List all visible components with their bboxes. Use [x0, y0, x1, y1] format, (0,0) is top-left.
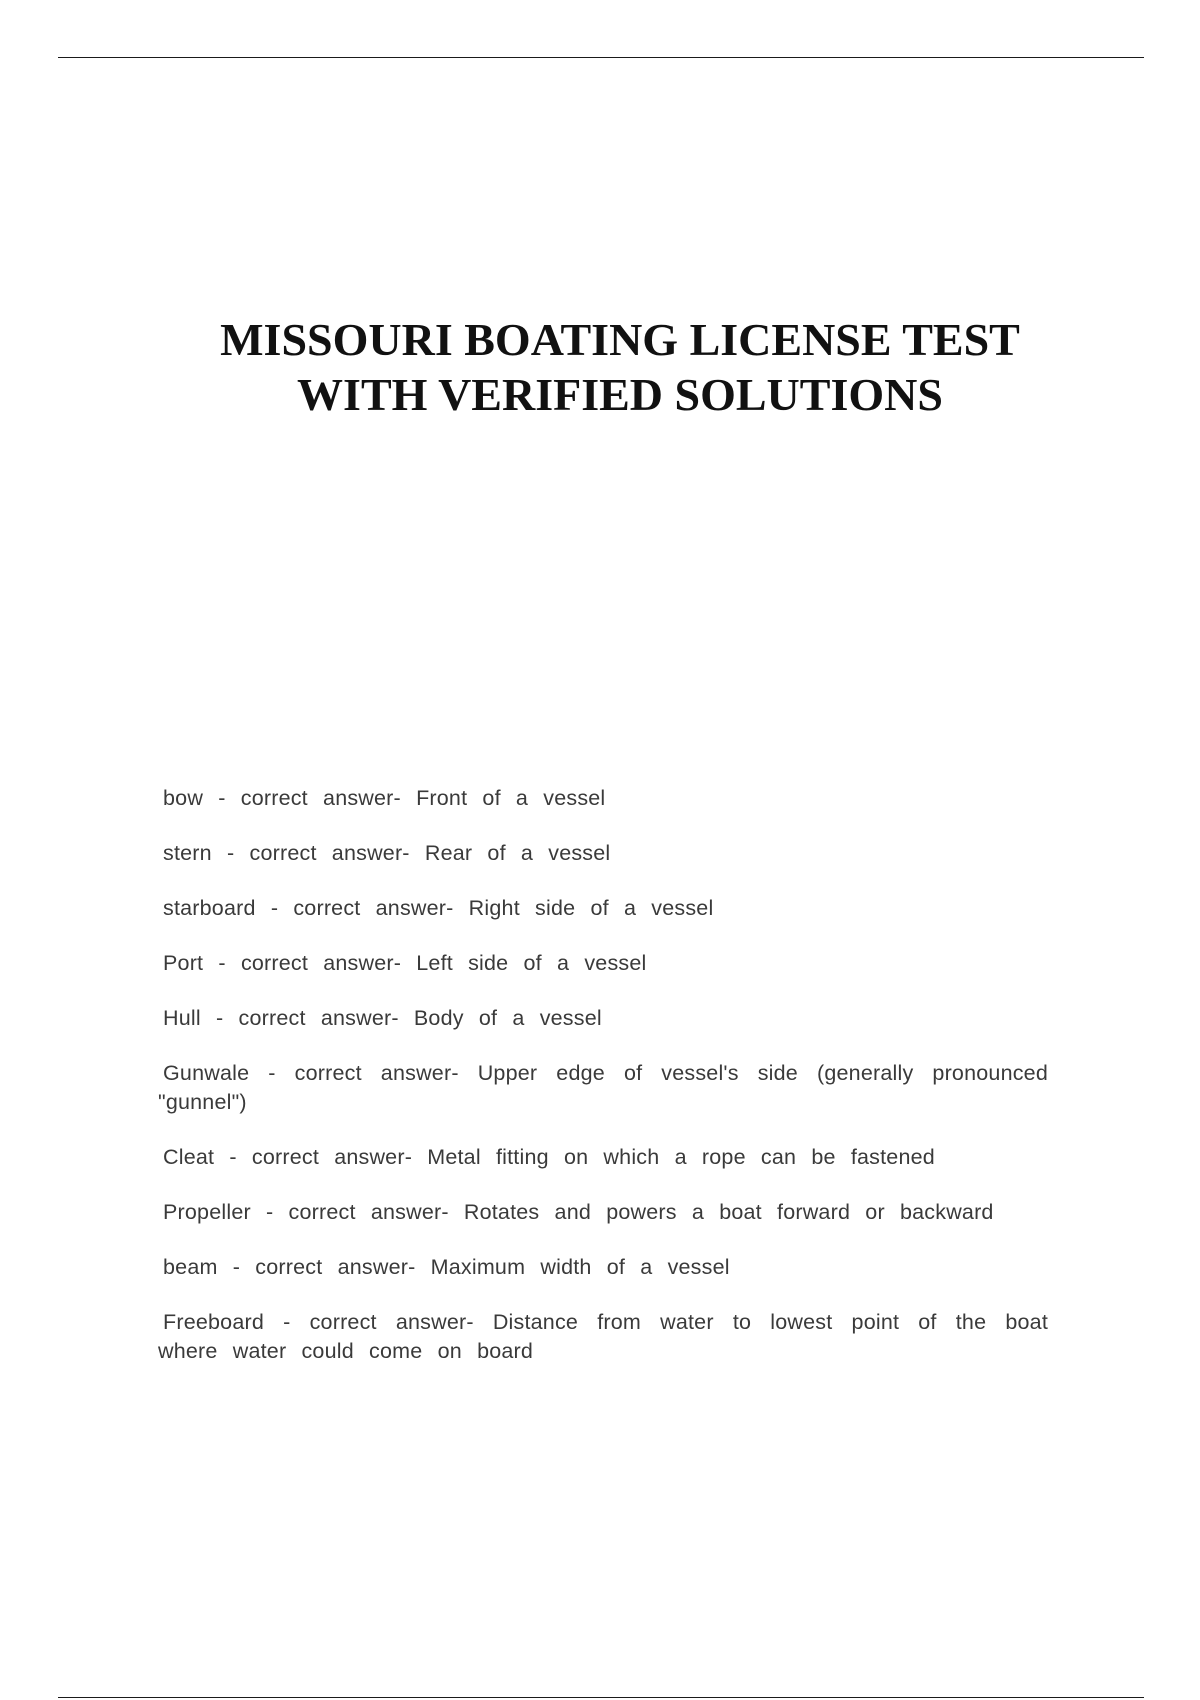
header-rule: [58, 57, 1144, 58]
document-title: [0, 312, 1200, 422]
qa-item-hull: [158, 1004, 1048, 1033]
qa-answer: Maximum width of a vessel: [430, 1255, 730, 1279]
qa-answer: Distance from water to lowest point of the boat where water could come on board: [158, 1310, 1048, 1363]
footer-rule: [58, 1697, 1144, 1698]
qa-item-starboard: [158, 894, 1048, 923]
qa-item-port: [158, 949, 1048, 978]
qa-answer: Rotates and powers a boat forward or backward: [463, 1200, 994, 1224]
qa-separator: - correct answer-: [200, 1006, 414, 1030]
title-line-2: WITH VERIFIED SOLUTIONS: [297, 369, 943, 420]
qa-term: Hull: [163, 1006, 201, 1030]
qa-item-stern: [158, 839, 1048, 868]
qa-separator: - correct answer-: [264, 1310, 493, 1334]
qa-item-bow: [158, 784, 1048, 813]
qa-answer: Upper edge of vessel's side (generally pronounced "gunnel"): [158, 1061, 1048, 1114]
qa-item-beam: [158, 1253, 1048, 1282]
qa-answer: Right side of a vessel: [468, 896, 714, 920]
qa-item-cleat: [158, 1143, 1048, 1172]
qa-separator: - correct answer-: [214, 1145, 428, 1169]
qa-answer: Rear of a vessel: [424, 841, 611, 865]
qa-answer: Left side of a vessel: [416, 951, 647, 975]
qa-separator: - correct answer-: [217, 1255, 431, 1279]
qa-term: bow: [163, 786, 204, 810]
qa-separator: - correct answer-: [211, 841, 425, 865]
qa-term: starboard: [163, 896, 256, 920]
qa-list: [158, 784, 1048, 1392]
qa-item-gunwale: [158, 1059, 1048, 1117]
qa-term: Cleat: [163, 1145, 215, 1169]
qa-separator: - correct answer-: [249, 1061, 478, 1085]
qa-separator: - correct answer-: [255, 896, 469, 920]
qa-item-propeller: [158, 1198, 1048, 1227]
qa-term: Propeller: [163, 1200, 251, 1224]
qa-term: Port: [163, 951, 204, 975]
qa-term: Gunwale: [163, 1061, 250, 1085]
qa-term: stern: [163, 841, 212, 865]
qa-item-freeboard: [158, 1308, 1048, 1366]
qa-separator: - correct answer-: [203, 786, 417, 810]
qa-term: beam: [163, 1255, 218, 1279]
qa-separator: - correct answer-: [250, 1200, 464, 1224]
qa-answer: Metal fitting on which a rope can be fastened: [427, 1145, 935, 1169]
qa-separator: - correct answer-: [203, 951, 417, 975]
title-line-1: MISSOURI BOATING LICENSE TEST: [220, 314, 1020, 365]
qa-term: Freeboard: [163, 1310, 264, 1334]
qa-answer: Front of a vessel: [416, 786, 606, 810]
qa-answer: Body of a vessel: [413, 1006, 602, 1030]
